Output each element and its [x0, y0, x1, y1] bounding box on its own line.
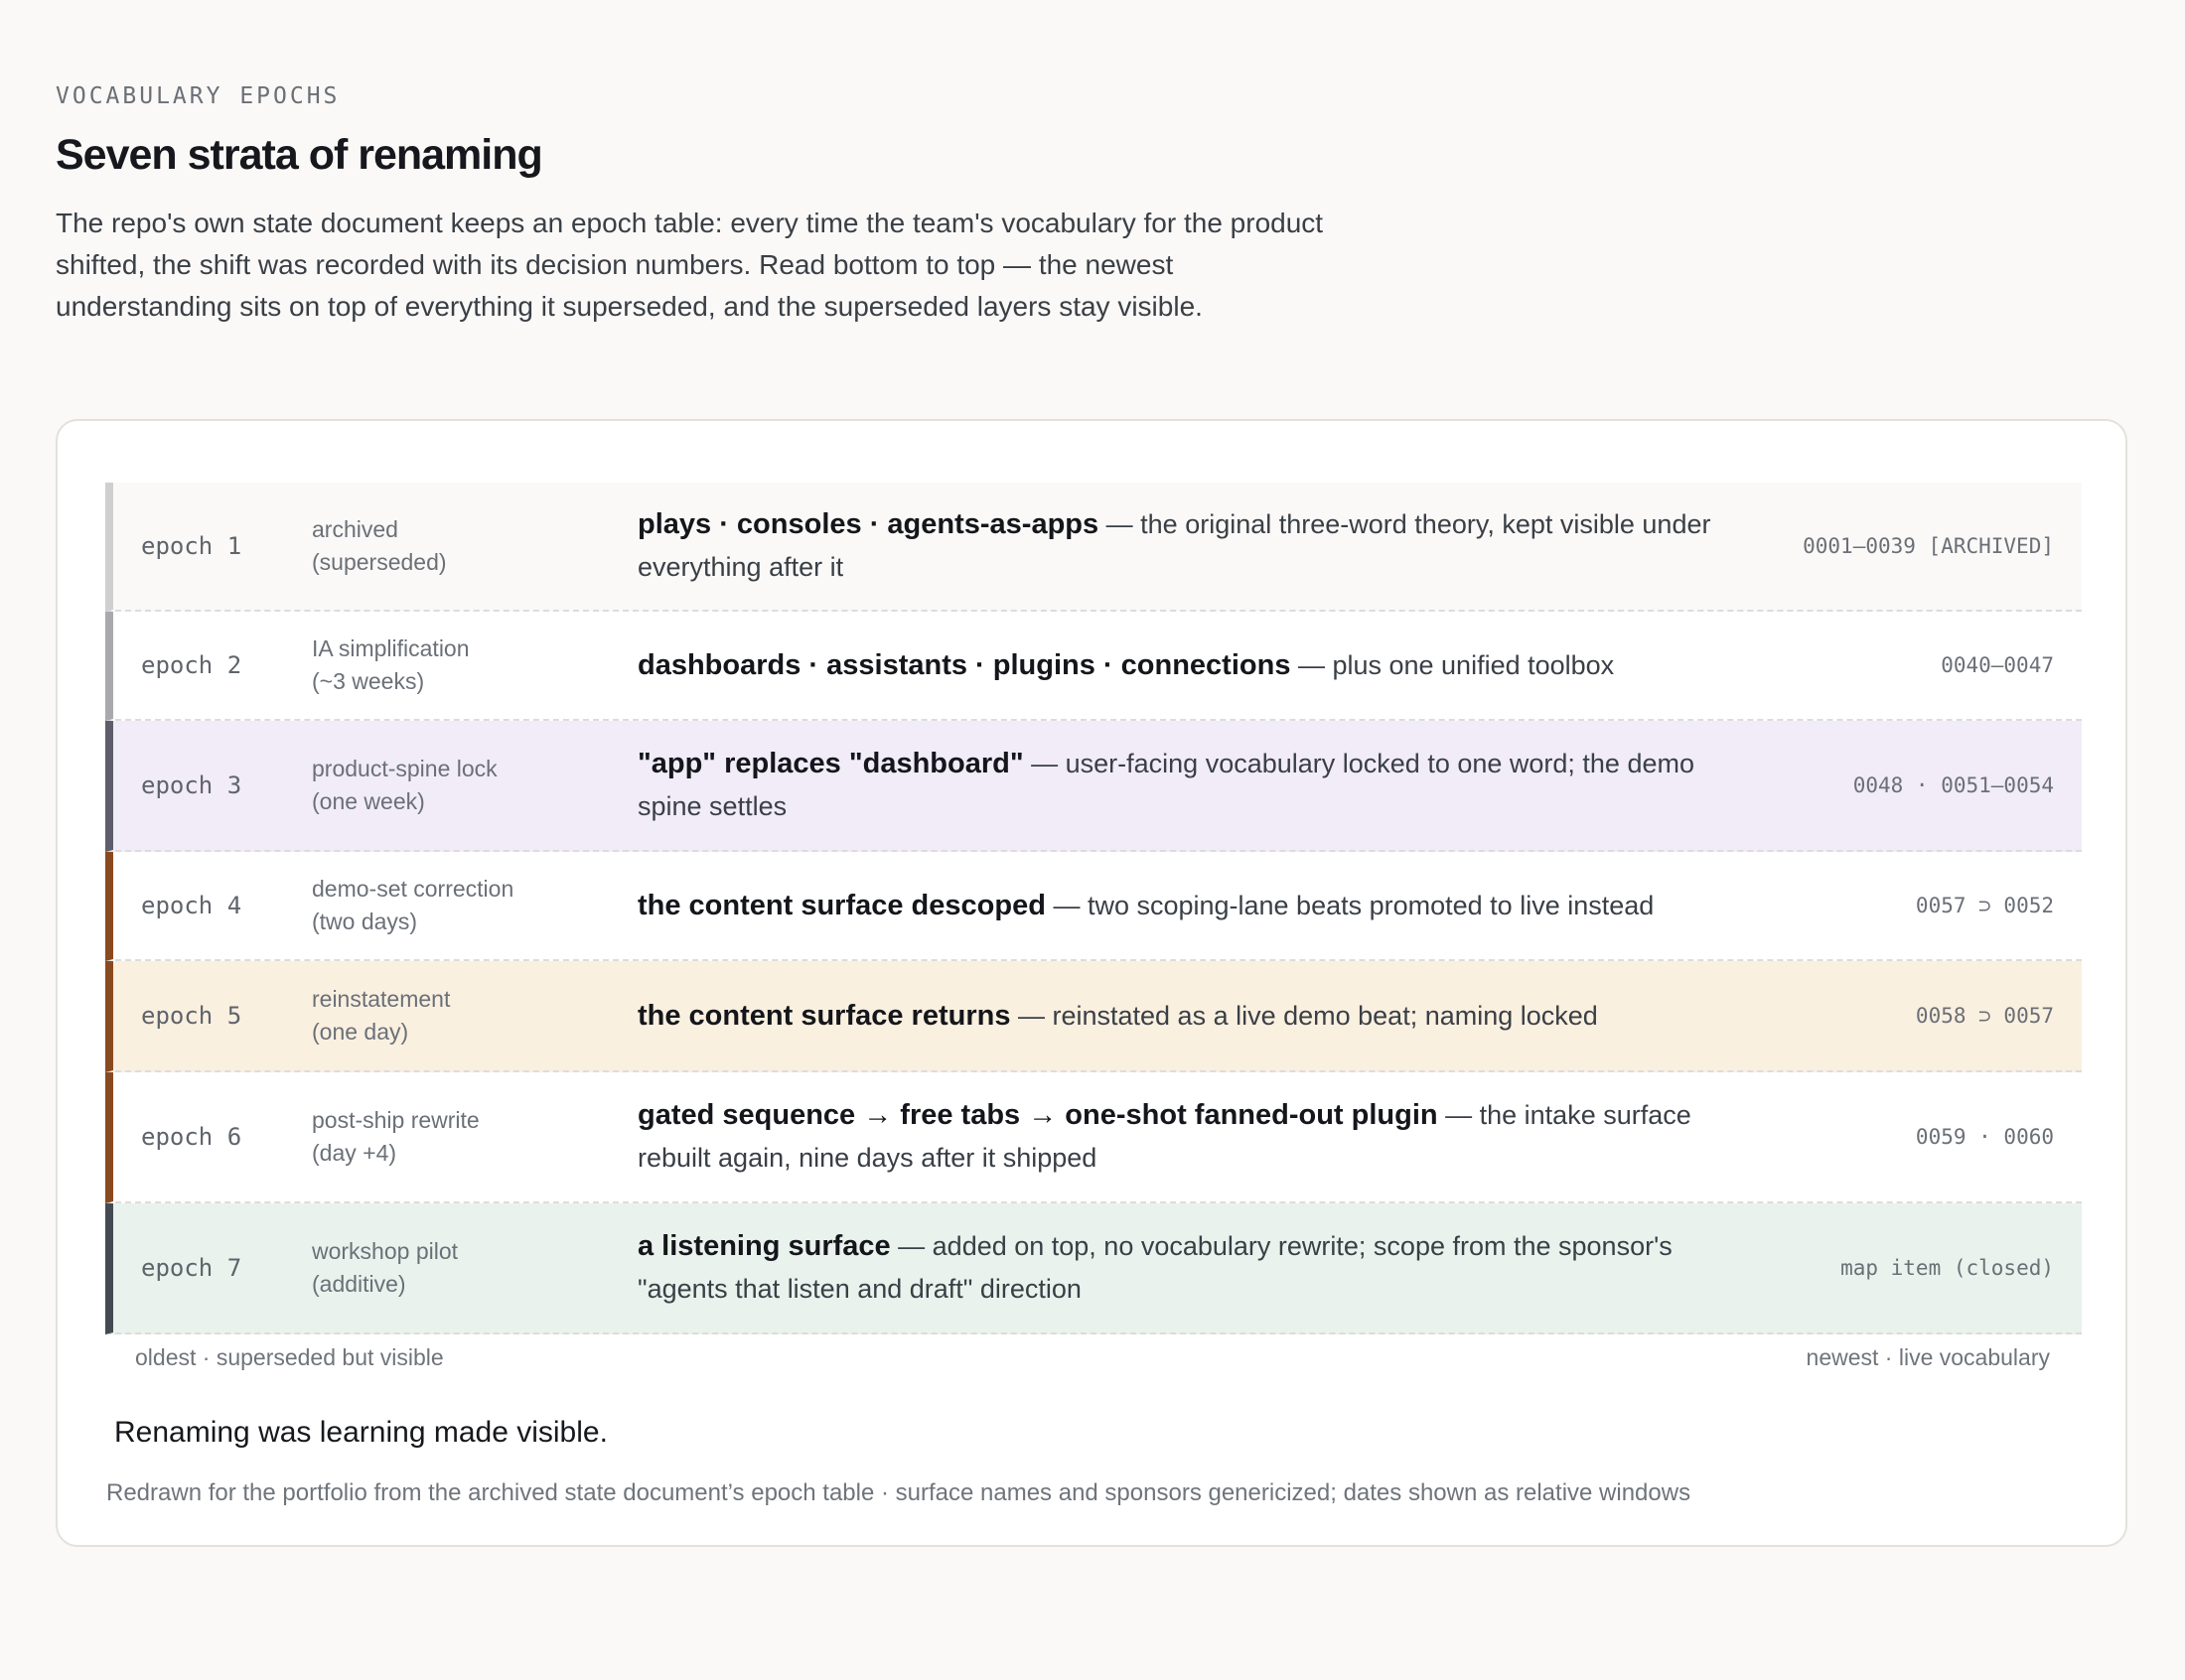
epoch-label: epoch 4 — [141, 892, 242, 919]
epoch-headline: the content surface descoped — [638, 889, 1046, 921]
epoch-row — [105, 852, 2082, 961]
phase-window: (one week) — [312, 788, 425, 814]
phase-window: (additive) — [312, 1271, 406, 1297]
phase-window: (one day) — [312, 1019, 409, 1045]
decision-refs: 0001–0039 [ARCHIVED] — [1803, 534, 2054, 558]
takeaway-text: Renaming was learning made visible. — [114, 1416, 608, 1449]
epoch-label: epoch 1 — [141, 532, 242, 560]
epoch-detail: — two scoping-lane beats promoted to live instead — [1045, 890, 1655, 920]
epoch-label: epoch 3 — [141, 771, 242, 799]
decision-refs: 0048 · 0051–0054 — [1852, 773, 2054, 797]
page-title: Seven strata of renaming — [56, 131, 542, 179]
epoch-table — [105, 483, 2082, 1334]
eyebrow-label: VOCABULARY EPOCHS — [56, 83, 341, 109]
epoch-card — [56, 419, 2127, 1547]
decision-refs: 0057 ⊃ 0052 — [1915, 894, 2054, 917]
epoch-detail: — user-facing vocabulary locked to one word; the demo spine settles — [638, 749, 1694, 821]
epoch-headline: the content surface returns — [638, 999, 1011, 1032]
strata-legend — [135, 1344, 2050, 1371]
epoch-headline: a listening surface — [638, 1230, 891, 1262]
epoch-phase — [312, 1104, 638, 1170]
epoch-row — [105, 483, 2082, 612]
epoch-row — [105, 961, 2082, 1072]
epoch-row — [105, 612, 2082, 721]
epoch-phase — [312, 1235, 638, 1301]
epoch-label: epoch 6 — [141, 1123, 242, 1151]
epoch-detail: — added on top, no vocabulary rewrite; scope from the sponsor's "agents that listen and draft" direction — [638, 1231, 1673, 1304]
epoch-detail: — the intake surface rebuilt again, nine days after it shipped — [638, 1100, 1691, 1173]
epoch-label: epoch 7 — [141, 1254, 242, 1282]
epoch-description — [638, 995, 1774, 1038]
epoch-description — [638, 1225, 1774, 1311]
epoch-row — [105, 1203, 2082, 1334]
epoch-description — [638, 644, 1774, 687]
decision-refs: 0040–0047 — [1941, 653, 2054, 677]
epoch-detail: — reinstated as a live demo beat; naming locked — [1010, 1000, 1598, 1031]
epoch-description — [638, 743, 1774, 828]
epoch-row — [105, 721, 2082, 852]
phase-name: post-ship rewrite — [312, 1107, 480, 1133]
epoch-detail: — the original three-word theory, kept visible under everything after it — [638, 509, 1711, 582]
epoch-headline: "app" replaces "dashboard" — [638, 748, 1024, 779]
epoch-description — [638, 503, 1774, 589]
phase-name: reinstatement — [312, 986, 451, 1012]
epoch-row — [105, 1072, 2082, 1203]
epoch-headline: dashboards · assistants · plugins · connections — [638, 648, 1291, 681]
decision-refs: 0058 ⊃ 0057 — [1915, 1004, 2054, 1028]
legend-newest: newest · live vocabulary — [1806, 1344, 2050, 1370]
epoch-label: epoch 2 — [141, 651, 242, 679]
epoch-phase — [312, 513, 638, 579]
epoch-phase — [312, 873, 638, 938]
epoch-phase — [312, 753, 638, 818]
phase-window: (superseded) — [312, 549, 447, 575]
epoch-detail: — plus one unified toolbox — [1290, 649, 1615, 680]
decision-refs: map item (closed) — [1840, 1256, 2054, 1280]
phase-window: (~3 weeks) — [312, 668, 425, 694]
source-credit: Redrawn for the portfolio from the archived state document’s epoch table · surface names and sponsors genericized; dates shown as relative windows — [106, 1479, 1691, 1506]
epoch-headline: plays · consoles · agents-as-apps — [638, 508, 1099, 540]
intro-paragraph: The repo's own state document keeps an epoch table: every time the team's vocabulary for the product shifted, the shift was recorded with its decision numbers. Read bottom to top — the newest understanding sits on top of everything it superseded, and the superseded layers stay visible. — [56, 208, 1324, 322]
epoch-description — [638, 885, 1774, 927]
phase-name: demo-set correction — [312, 876, 514, 902]
epoch-label: epoch 5 — [141, 1002, 242, 1030]
epoch-phase — [312, 632, 638, 698]
phase-name: archived — [312, 516, 398, 542]
epoch-description — [638, 1094, 1774, 1180]
legend-oldest: oldest · superseded but visible — [135, 1344, 444, 1370]
epoch-headline: gated sequence → free tabs → one-shot fanned-out plugin — [638, 1099, 1438, 1131]
decision-refs: 0059 · 0060 — [1915, 1125, 2054, 1149]
phase-window: (two days) — [312, 909, 418, 934]
phase-name: workshop pilot — [312, 1238, 459, 1264]
phase-name: product-spine lock — [312, 756, 498, 781]
epoch-phase — [312, 983, 638, 1049]
phase-name: IA simplification — [312, 635, 470, 661]
phase-window: (day +4) — [312, 1140, 397, 1166]
